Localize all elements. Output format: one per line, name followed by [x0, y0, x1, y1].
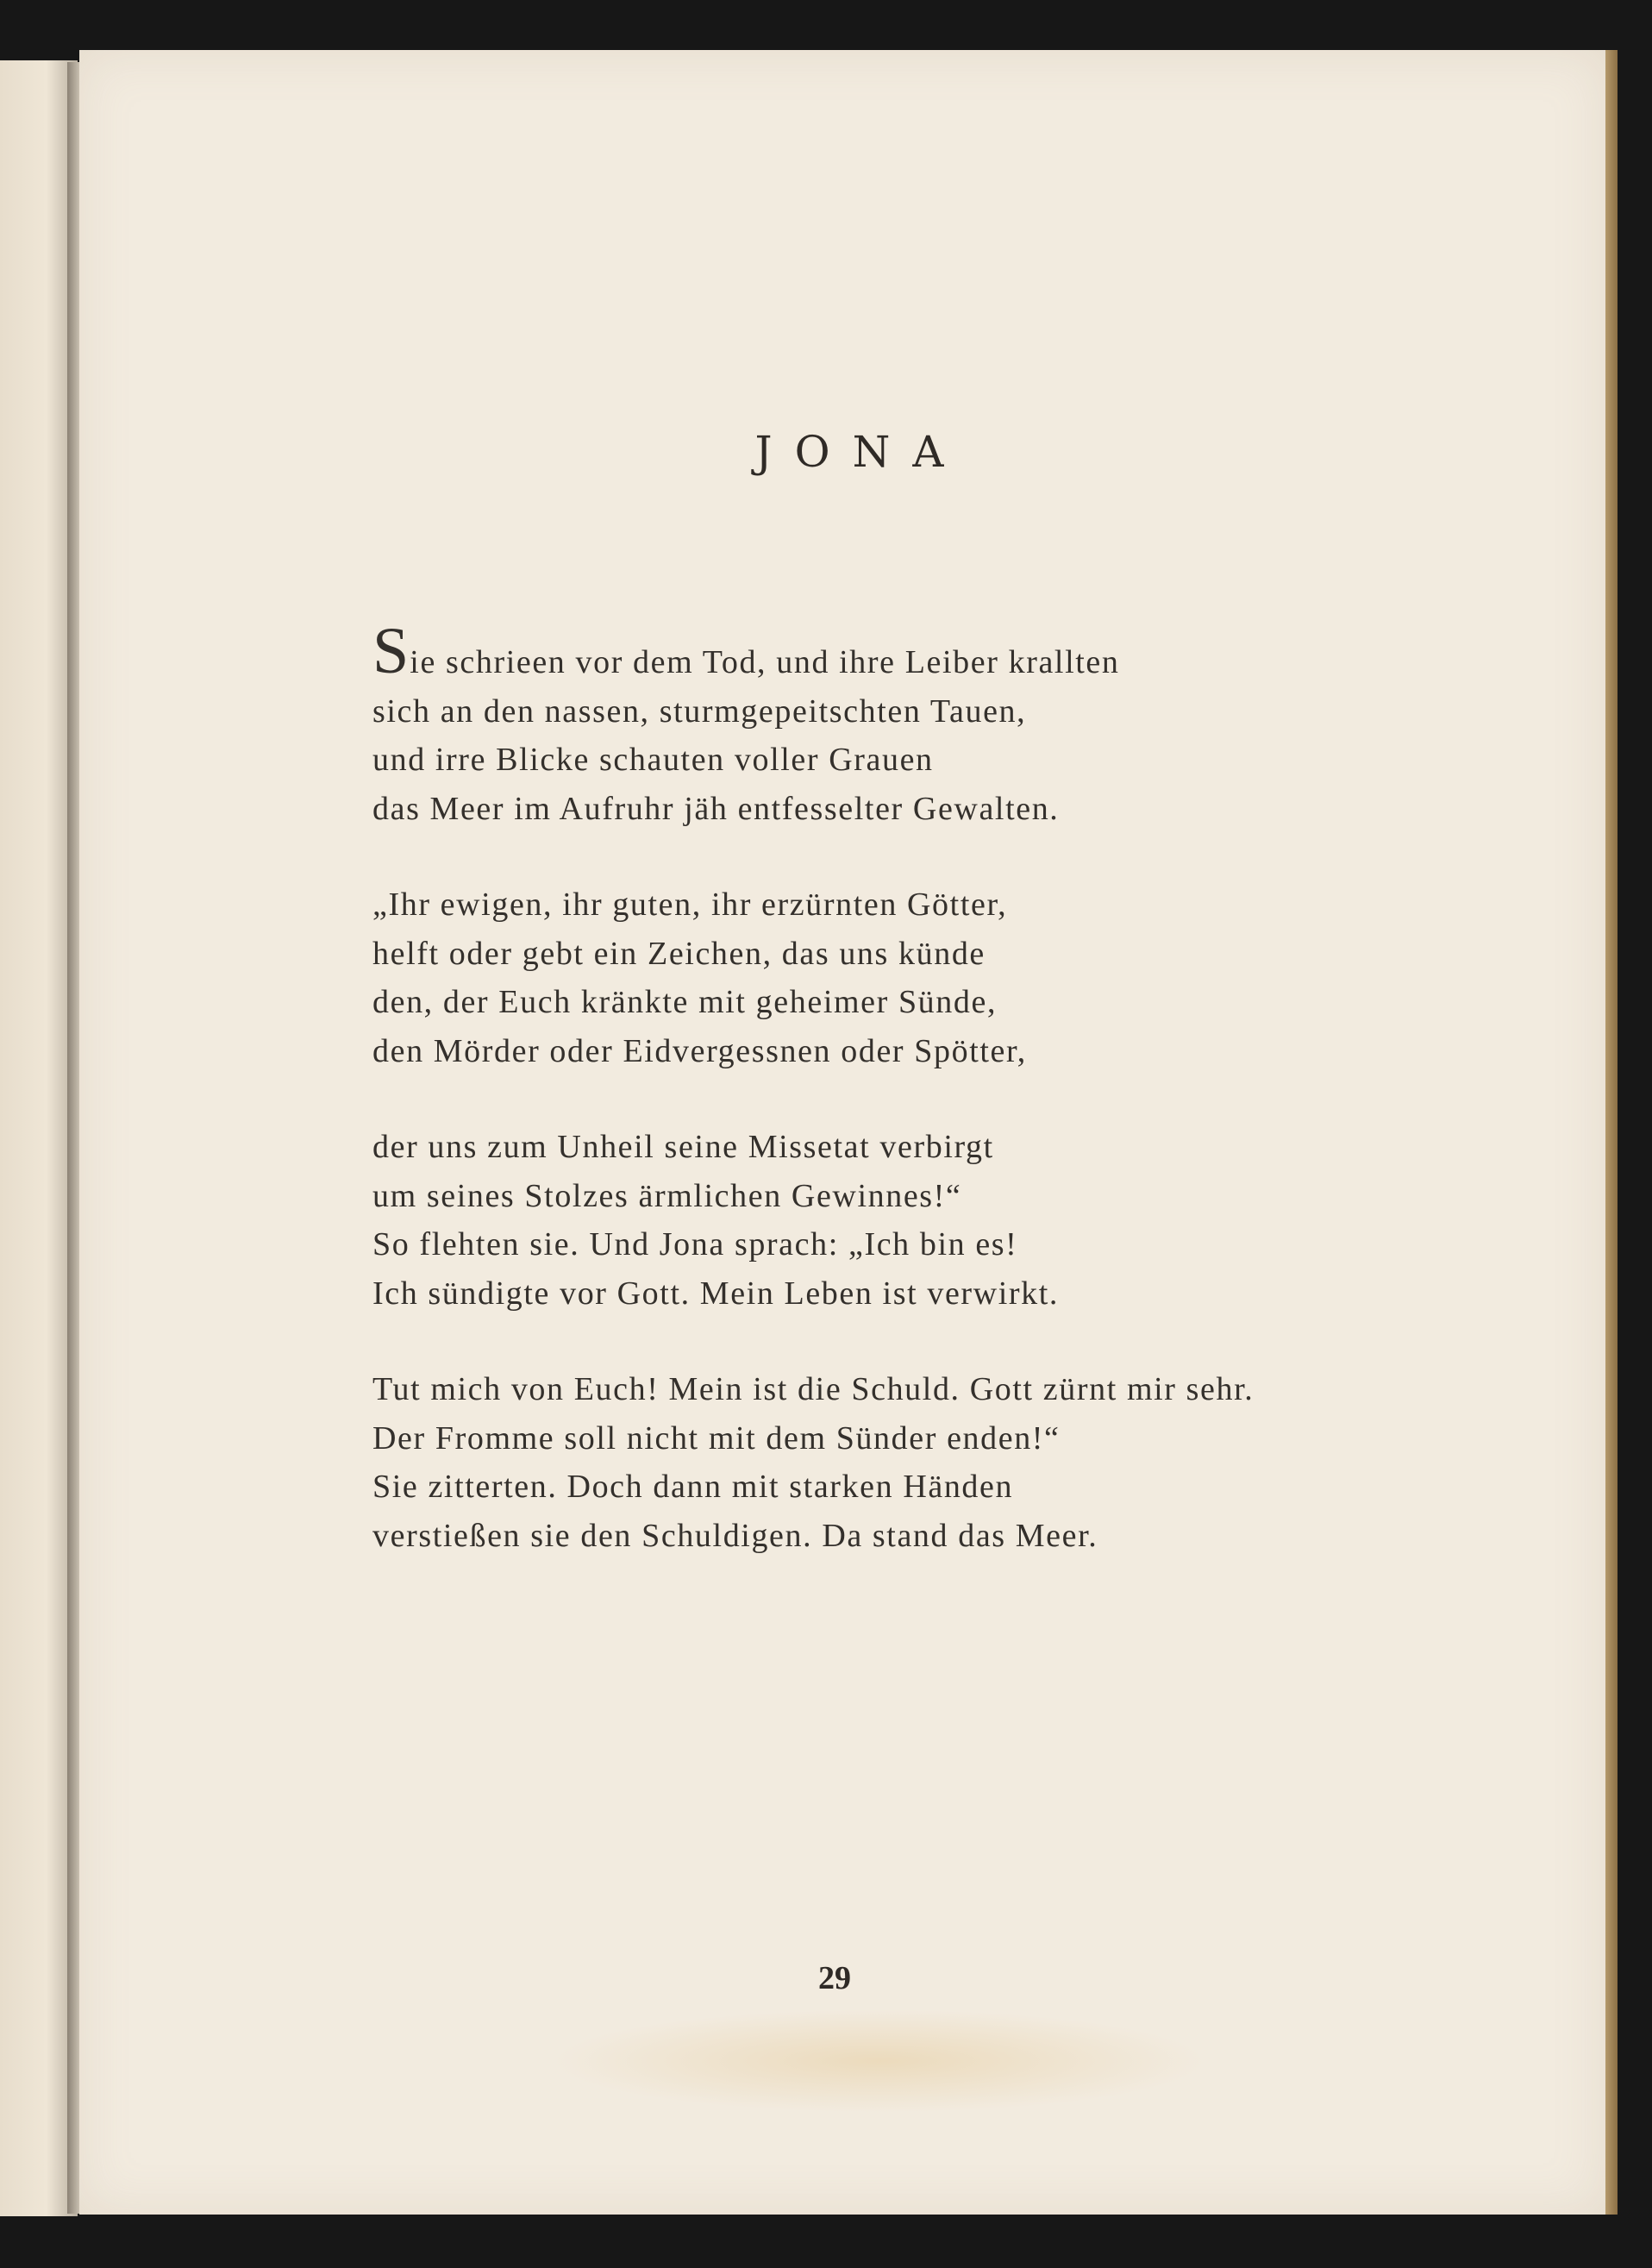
poem-line: sich an den nassen, sturmgepeitschten Tauen, — [372, 692, 1027, 730]
poem-line: Tut mich von Euch! Mein ist die Schuld. Gott zürnt mir sehr. — [372, 1371, 1255, 1407]
stanza-2 — [372, 880, 1254, 1075]
previous-page-edge — [0, 60, 78, 2216]
poem-title: JONA — [754, 427, 967, 477]
stanza-3 — [372, 1123, 1254, 1318]
poem-line: um seines Stolzes ärmlichen Gewinnes!“ — [372, 1177, 962, 1214]
poem-line: So flehten sie. Und Jona sprach: „Ich bin es! — [372, 1226, 1018, 1262]
drop-cap: S — [372, 615, 410, 687]
poem-line: den Mörder oder Eidvergessnen oder Spötter, — [372, 1032, 1027, 1069]
poem-line: helft oder gebt ein Zeichen, das uns künde — [372, 935, 986, 972]
stanza-1 — [372, 615, 1254, 833]
poem-line: Ich sündigte vor Gott. Mein Leben ist verwirkt. — [372, 1275, 1059, 1312]
poem-line: das Meer im Aufruhr jäh entfesselter Gewalten. — [372, 790, 1060, 827]
poem-body — [372, 615, 1255, 1607]
poem-line: den, der Euch kränkte mit geheimer Sünde, — [372, 984, 998, 1020]
page-number: 29 — [818, 1960, 851, 1996]
poem-line: verstießen sie den Schuldigen. Da stand das Meer. — [372, 1517, 1098, 1554]
poem-line: „Ihr ewigen, ihr guten, ihr erzürnten Götter, — [372, 887, 1008, 923]
poem-line: Sie schrieen vor dem Tod, und ihre Leiber krallten — [372, 615, 1120, 687]
page-right-edge — [1605, 50, 1618, 2215]
poem-line: und irre Blicke schauten voller Grauen — [372, 742, 934, 778]
paper-stain — [552, 2009, 1207, 2113]
poem-line: der uns zum Unheil seine Missetat verbirgt — [372, 1129, 994, 1165]
stanza-4 — [372, 1365, 1254, 1560]
poem-line: Der Fromme soll nicht mit dem Sünder enden!“ — [372, 1419, 1061, 1457]
poem-line: Sie zitterten. Doch dann mit starken Händen — [372, 1469, 1014, 1505]
